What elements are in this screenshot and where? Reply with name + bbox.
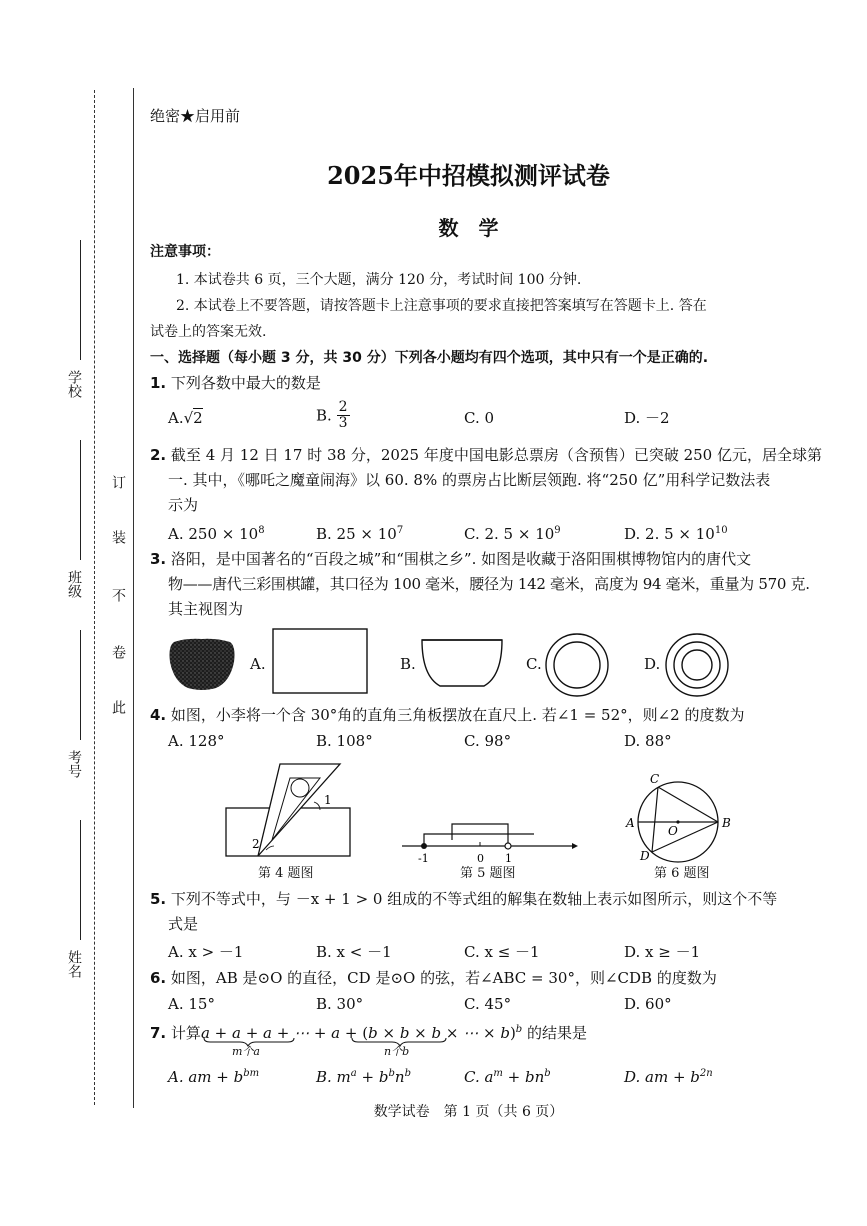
q5-line-2: 式是	[168, 915, 199, 933]
figure-6-caption: 第 6 题图	[654, 866, 710, 881]
fig6-label-o: O	[668, 824, 678, 838]
sidebar-examno-blank	[80, 630, 81, 740]
q7-option-b: B. $m^a + b^bn^b$	[316, 1068, 411, 1086]
notes-item-2b: 试卷上的答案无效.	[150, 324, 267, 340]
notes-heading: 注意事项：	[150, 244, 220, 260]
q6-option-c: C. 45°	[464, 995, 512, 1013]
q1-option-a: A.√2	[168, 409, 203, 427]
q7-option-d: D. am + $b^{2n}$	[624, 1068, 713, 1086]
q3-option-d-label: D.	[644, 655, 661, 673]
sidebar-school-label: 学校	[66, 370, 82, 398]
section1-heading: 一、选择题（每小题 3 分，共 30 分）下列各小题均有四个选项，其中只有一个是正确的.	[150, 350, 709, 366]
fig6-label-b: B	[722, 816, 731, 830]
seal-char-1: 订	[110, 475, 126, 489]
q1-option-b: B. $\frac{2}{3}$	[316, 399, 348, 431]
sidebar-name-label: 姓名	[66, 950, 82, 978]
q1-option-c: C. 0	[464, 409, 495, 427]
q5-option-d: D. x ≥ －1	[624, 943, 701, 961]
q4-option-d: D. 88°	[624, 732, 672, 750]
fig6-label-a: A	[626, 816, 635, 830]
q3-line-1: 3. 洛阳，是中国著名的“百段之城”和“围棋之乡”. 如图是收藏于洛阳围棋博物馆内的唐代文	[150, 550, 752, 568]
seal-char-3: 不	[110, 588, 126, 602]
q4-option-a: A. 128°	[168, 732, 225, 750]
q2-option-c: C. 2. $5 \times 10^9$	[464, 525, 561, 543]
q7-option-c: C. $a^m + bn^b$	[464, 1068, 551, 1086]
binding-solid-line	[133, 88, 134, 1108]
q3-option-d-circles	[664, 632, 730, 698]
q5-line-1: 5. 下列不等式中，与 －x + 1 > 0 组成的不等式组的解集在数轴上表示如图所示，则这个不等	[150, 890, 778, 908]
q3-option-c-label: C.	[526, 655, 542, 673]
sidebar-class-blank	[80, 440, 81, 560]
q3-option-b-bowl	[420, 636, 504, 690]
sidebar-school-blank	[80, 240, 81, 360]
q6-option-a: A. 15°	[168, 995, 215, 1013]
figure-4-ruler-triangle	[222, 760, 362, 860]
q2-option-b: B. $25 \times 10^7$	[316, 525, 404, 543]
fig4-angle2-label: 2	[252, 837, 260, 851]
q5-option-a: A. x > －1	[168, 943, 244, 961]
q2-line-1: 2. 截至 4 月 12 日 17 时 38 分，2025 年度中国电影总票房（含预售）已突破 250 亿元，居全球第	[150, 446, 822, 464]
q3-jar-photo	[166, 636, 238, 692]
fig5-tick-1: 1	[505, 852, 512, 865]
q2-line-2: 一. 其中，《哪吒之魔童闹海》以 60. 8% 的票房占比断层领跑. 将“250 亿”用科学记数法表	[168, 471, 771, 489]
q1-text: 下列各数中最大的数是	[170, 374, 321, 392]
q3-line-2: 物——唐代三彩围棋罐，其口径为 100 毫米，腰径为 142 毫米，高度为 94 毫米，重量为 570 克.	[168, 575, 810, 593]
q4-option-b: B. 108°	[316, 732, 373, 750]
q5-option-b: B. x < －1	[316, 943, 392, 961]
q3-option-b-label: B.	[400, 655, 416, 673]
q4-stem: 4. 如图，小李将一个含 30°角的直角三角板摆放在直尺上. 若∠1 = 52°，则∠2 的度数为	[150, 706, 745, 724]
q4-option-c: C. 98°	[464, 732, 512, 750]
page-footer: 数学试卷 第 1 页（共 6 页）	[373, 1104, 564, 1120]
q3-option-a-label: A.	[250, 655, 266, 673]
q1-number: 1.	[150, 374, 167, 392]
q7-sum-expression: a + a + a + ⋯ + a	[200, 1024, 341, 1042]
fig4-angle1-label: 1	[324, 793, 332, 807]
sidebar-name-blank	[80, 820, 81, 940]
notes-item-1: 1. 本试卷共 6 页，三个大题，满分 120 分，考试时间 100 分钟.	[176, 272, 582, 288]
figure-4-caption: 第 4 题图	[258, 866, 314, 881]
seal-char-2: 装	[110, 530, 126, 544]
q3-option-c-circles	[544, 632, 610, 698]
notes-item-2a: 2. 本试卷上不要答题，请按答题卡上注意事项的要求直接把答案填写在答题卡上. 答在	[176, 298, 707, 314]
fig6-label-d: D	[640, 849, 650, 863]
seal-char-5: 此	[110, 700, 126, 714]
q2-option-d: D. 2. $5 \times 10^{10}$	[624, 525, 728, 543]
q6-option-d: D. 60°	[624, 995, 672, 1013]
fig5-tick-0: 0	[477, 852, 484, 865]
subject-title: 数 学	[438, 216, 499, 240]
q2-line-3: 示为	[168, 496, 199, 514]
q2-option-a: A. $250 \times 10^8$	[168, 525, 265, 543]
figure-6-circle	[620, 772, 740, 864]
q6-option-b: B. 30°	[316, 995, 364, 1013]
q3-line-3: 其主视图为	[168, 600, 244, 618]
sidebar-class-label: 班级	[66, 570, 82, 598]
exam-title: 2025年中招模拟测评试卷	[327, 161, 610, 190]
binding-dashed-line	[94, 90, 95, 1105]
seal-char-4: 卷	[110, 645, 126, 659]
q1-stem	[150, 373, 321, 393]
q3-option-a-rectangle	[272, 628, 368, 694]
figure-5-caption: 第 5 题图	[460, 866, 516, 881]
q7-under-product-label: n个b	[384, 1045, 410, 1058]
secret-mark: 绝密★启用前	[150, 107, 241, 125]
q6-stem: 6. 如图，AB 是⊙O 的直径，CD 是⊙O 的弦，若∠ABC = 30°，则∠CDB 的度数为	[150, 969, 717, 987]
q7-under-sum-label: m个a	[232, 1045, 260, 1058]
figure-5-number-line	[398, 810, 578, 866]
q7-option-a: A. am + $b^{bm}$	[168, 1068, 260, 1086]
sidebar-examno-label: 考号	[66, 750, 82, 778]
q7-product-expression: b × b × b × ⋯ × b	[368, 1024, 510, 1042]
q7-stem: 7. 计算a + a + a + ⋯ + a + (b × b × b × ⋯ × b)$^b$ 的结果是	[150, 1024, 587, 1042]
q5-option-c: C. x ≤ －1	[464, 943, 540, 961]
fig6-label-c: C	[650, 772, 660, 786]
q1-option-d: D. －2	[624, 409, 670, 427]
fig5-tick-neg1: -1	[418, 852, 429, 865]
